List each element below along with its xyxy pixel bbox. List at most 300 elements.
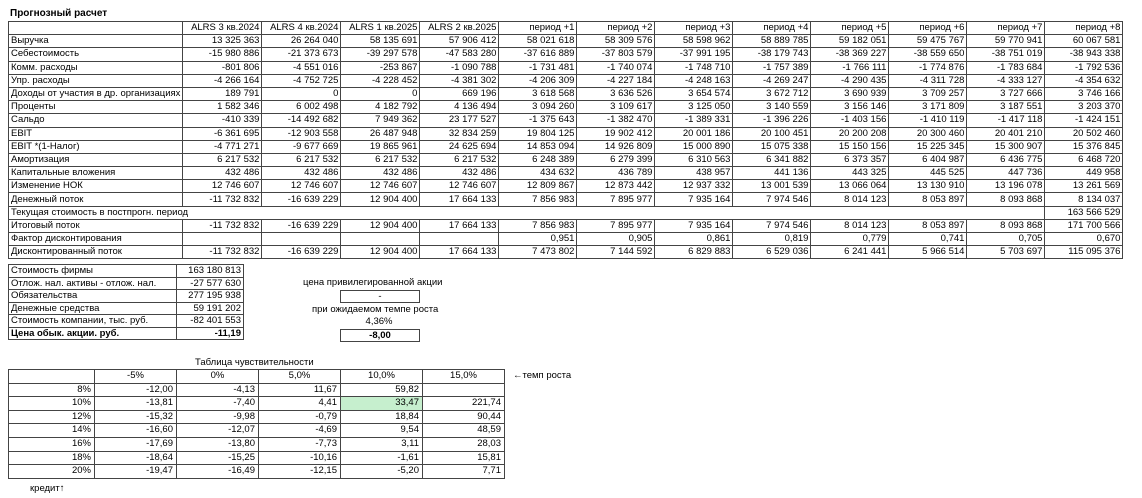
summary-value[interactable]: -82 401 553 (177, 315, 244, 328)
sensitivity-cell[interactable]: 4,41 (259, 397, 341, 411)
sensitivity-cell[interactable]: -9,98 (177, 410, 259, 424)
table-cell[interactable]: 58 021 618 (499, 35, 577, 48)
table-cell[interactable]: -4 551 016 (262, 61, 341, 74)
credit-rate-label[interactable]: 14% (9, 424, 95, 438)
growth-rate-header[interactable]: 10,0% (341, 370, 423, 384)
table-cell[interactable]: 59 475 767 (889, 35, 967, 48)
credit-rate-label[interactable]: 20% (9, 465, 95, 479)
table-cell[interactable]: 7 144 592 (577, 246, 655, 259)
summary-label[interactable]: Обязательства (9, 290, 177, 303)
table-cell[interactable]: 5 966 514 (889, 246, 967, 259)
table-cell[interactable]: 6 002 498 (262, 101, 341, 114)
sensitivity-cell[interactable]: -12,07 (177, 424, 259, 438)
credit-rate-label[interactable]: 18% (9, 451, 95, 465)
table-cell[interactable]: 23 177 527 (420, 114, 499, 127)
summary-label[interactable]: Денежные средства (9, 302, 177, 315)
row-label[interactable]: Амортизация (9, 153, 183, 166)
table-cell[interactable]: 19 804 125 (499, 127, 577, 140)
sensitivity-cell[interactable]: 221,74 (423, 397, 505, 411)
table-cell[interactable]: 15 300 907 (967, 140, 1045, 153)
row-label[interactable]: Дисконтированный поток (9, 246, 183, 259)
sensitivity-cell[interactable]: 9,54 (341, 424, 423, 438)
table-cell[interactable]: 7 856 983 (499, 219, 577, 232)
table-cell[interactable]: -1 748 710 (655, 61, 733, 74)
table-cell[interactable]: 20 100 451 (733, 127, 811, 140)
table-cell[interactable]: 6 373 357 (811, 153, 889, 166)
table-cell[interactable]: 8 093 868 (967, 193, 1045, 206)
table-cell[interactable]: 432 486 (262, 167, 341, 180)
table-cell[interactable]: -1 783 684 (967, 61, 1045, 74)
table-cell[interactable]: 0,779 (811, 233, 889, 246)
table-cell[interactable]: 12 746 607 (341, 180, 420, 193)
table-cell[interactable]: -4 290 435 (811, 74, 889, 87)
column-header[interactable]: ALRS 4 кв.2024 (262, 22, 341, 35)
table-cell[interactable]: 3 094 260 (499, 101, 577, 114)
sensitivity-cell[interactable]: 7,71 (423, 465, 505, 479)
sensitivity-cell[interactable]: 90,44 (423, 410, 505, 424)
column-header[interactable]: период +5 (811, 22, 889, 35)
table-cell[interactable]: 4 182 792 (341, 101, 420, 114)
sensitivity-cell[interactable]: -5,20 (341, 465, 423, 479)
summary-value[interactable]: 163 180 813 (177, 265, 244, 278)
table-cell[interactable]: 3 654 574 (655, 87, 733, 100)
sensitivity-cell[interactable]: 59,82 (341, 383, 423, 397)
table-cell[interactable]: 20 001 186 (655, 127, 733, 140)
row-label[interactable]: Денежный поток (9, 193, 183, 206)
table-cell[interactable]: -38 179 743 (733, 48, 811, 61)
table-cell[interactable] (341, 233, 420, 246)
summary-label[interactable]: Отлож. нал. активы - отлож. нал. (9, 277, 177, 290)
sensitivity-cell[interactable]: -16,60 (95, 424, 177, 438)
sensitivity-cell[interactable]: -7,40 (177, 397, 259, 411)
table-cell[interactable]: -47 583 280 (420, 48, 499, 61)
row-label[interactable]: Изменение НОК (9, 180, 183, 193)
table-cell[interactable]: 171 700 566 (1045, 219, 1123, 232)
sensitivity-cell[interactable]: -15,25 (177, 451, 259, 465)
sensitivity-cell[interactable]: 28,03 (423, 437, 505, 451)
summary-label[interactable]: Стоимость компании, тыс. руб. (9, 315, 177, 328)
table-cell[interactable]: 6 310 563 (655, 153, 733, 166)
table-cell[interactable]: 3 672 712 (733, 87, 811, 100)
row-label[interactable]: Комм. расходы (9, 61, 183, 74)
table-cell[interactable]: 6 436 775 (967, 153, 1045, 166)
sensitivity-cell[interactable]: -10,16 (259, 451, 341, 465)
table-cell[interactable]: -11 732 832 (183, 246, 262, 259)
summary-value[interactable]: 59 191 202 (177, 302, 244, 315)
growth-rate-header[interactable]: 0% (177, 370, 259, 384)
sensitivity-cell[interactable]: -4,13 (177, 383, 259, 397)
table-cell[interactable]: 7 473 802 (499, 246, 577, 259)
summary-value[interactable]: 277 195 938 (177, 290, 244, 303)
table-cell[interactable]: 7 935 164 (655, 193, 733, 206)
table-cell[interactable]: 3 187 551 (967, 101, 1045, 114)
table-cell[interactable]: 19 865 961 (341, 140, 420, 153)
table-cell[interactable]: 58 889 785 (733, 35, 811, 48)
table-cell[interactable]: 13 130 910 (889, 180, 967, 193)
table-cell[interactable]: 12 746 607 (262, 180, 341, 193)
sensitivity-table (8, 369, 505, 479)
table-cell[interactable]: 24 625 694 (420, 140, 499, 153)
table-cell[interactable]: 3 171 809 (889, 101, 967, 114)
sensitivity-cell[interactable]: -4,69 (259, 424, 341, 438)
table-cell[interactable]: 8 014 123 (811, 219, 889, 232)
table-cell[interactable]: 12 937 332 (655, 180, 733, 193)
table-cell[interactable]: 14 853 094 (499, 140, 577, 153)
table-cell[interactable]: -14 492 682 (262, 114, 341, 127)
table-cell[interactable]: -410 339 (183, 114, 262, 127)
sensitivity-title: Таблица чувствительности (195, 357, 314, 368)
table-cell[interactable]: 6 248 389 (499, 153, 577, 166)
table-cell[interactable]: 1 582 346 (183, 101, 262, 114)
table-cell[interactable]: 17 664 133 (420, 246, 499, 259)
table-cell[interactable]: 26 264 040 (262, 35, 341, 48)
summary-row (9, 327, 244, 340)
table-cell[interactable]: 60 067 581 (1045, 35, 1123, 48)
table-cell[interactable]: -39 297 578 (341, 48, 420, 61)
table-cell[interactable]: 447 736 (967, 167, 1045, 180)
column-header[interactable]: период +8 (1045, 22, 1123, 35)
table-cell[interactable]: 445 525 (889, 167, 967, 180)
table-cell[interactable]: 189 791 (183, 87, 262, 100)
table-cell[interactable]: 8 053 897 (889, 193, 967, 206)
table-cell[interactable]: -1 417 118 (967, 114, 1045, 127)
header-row (9, 22, 1123, 35)
table-cell[interactable]: 3 618 568 (499, 87, 577, 100)
table-cell[interactable] (183, 233, 262, 246)
table-cell[interactable]: -1 731 481 (499, 61, 577, 74)
table-cell[interactable]: 6 217 532 (341, 153, 420, 166)
table-cell[interactable]: 57 906 412 (420, 35, 499, 48)
row-label[interactable]: Выручка (9, 35, 183, 48)
table-cell[interactable]: -11 732 832 (183, 219, 262, 232)
table-cell[interactable]: 438 957 (655, 167, 733, 180)
table-cell[interactable]: 20 502 460 (1045, 127, 1123, 140)
table-cell[interactable]: 7 935 164 (655, 219, 733, 232)
table-cell[interactable]: -11 732 832 (183, 193, 262, 206)
table-cell[interactable]: 13 261 569 (1045, 180, 1123, 193)
table-cell[interactable]: -4 206 309 (499, 74, 577, 87)
table-cell[interactable]: 3 140 559 (733, 101, 811, 114)
table-cell[interactable]: 7 895 977 (577, 193, 655, 206)
table-cell[interactable]: 449 958 (1045, 167, 1123, 180)
sensitivity-cell[interactable]: -19,47 (95, 465, 177, 479)
table-cell[interactable]: 20 300 460 (889, 127, 967, 140)
summary-label[interactable]: Цена обык. акции. руб. (9, 327, 177, 340)
table-cell[interactable]: 5 703 697 (967, 246, 1045, 259)
table-cell[interactable]: 19 902 412 (577, 127, 655, 140)
summary-row (9, 265, 244, 278)
table-cell[interactable] (262, 233, 341, 246)
table-cell[interactable]: 59 182 051 (811, 35, 889, 48)
table-cell[interactable]: 58 598 962 (655, 35, 733, 48)
terminal-value-row (9, 206, 1123, 219)
table-cell[interactable]: 58 135 691 (341, 35, 420, 48)
table-cell[interactable]: 8 053 897 (889, 219, 967, 232)
table-cell[interactable]: 6 829 883 (655, 246, 733, 259)
table-cell[interactable]: 3 636 526 (577, 87, 655, 100)
table-cell[interactable]: 7 974 546 (733, 219, 811, 232)
sensitivity-cell[interactable]: -12,15 (259, 465, 341, 479)
growth-rate-header[interactable]: -5% (95, 370, 177, 384)
column-header[interactable]: ALRS 3 кв.2024 (183, 22, 262, 35)
table-cell[interactable]: 12 809 867 (499, 180, 577, 193)
table-cell[interactable]: 15 225 345 (889, 140, 967, 153)
table-row (9, 180, 1123, 193)
table-cell[interactable]: 3 709 257 (889, 87, 967, 100)
row-label[interactable]: Упр. расходы (9, 74, 183, 87)
table-cell[interactable]: 14 926 809 (577, 140, 655, 153)
table-cell[interactable]: -1 389 331 (655, 114, 733, 127)
row-label[interactable]: EBIT *(1-Налог) (9, 140, 183, 153)
sensitivity-cell[interactable]: -13,80 (177, 437, 259, 451)
highlighted-sensitivity-cell[interactable]: 33,47 (341, 397, 423, 411)
sensitivity-cell[interactable]: -17,69 (95, 437, 177, 451)
table-cell[interactable]: 7 974 546 (733, 193, 811, 206)
credit-rate-label[interactable]: 10% (9, 397, 95, 411)
table-cell[interactable]: 12 904 400 (341, 193, 420, 206)
table-cell[interactable]: -16 639 229 (262, 246, 341, 259)
table-cell[interactable]: -1 757 389 (733, 61, 811, 74)
table-cell[interactable]: 15 000 890 (655, 140, 733, 153)
table-cell[interactable]: -12 903 558 (262, 127, 341, 140)
table-cell[interactable]: -38 751 019 (967, 48, 1045, 61)
table-cell[interactable]: 7 856 983 (499, 193, 577, 206)
pref-share-value[interactable]: - (340, 290, 420, 303)
growth-rate-note: ←темп роста (513, 370, 572, 381)
table-cell[interactable]: 3 156 146 (811, 101, 889, 114)
table-cell[interactable]: -1 090 788 (420, 61, 499, 74)
sensitivity-cell[interactable]: 15,81 (423, 451, 505, 465)
terminal-value-cell[interactable]: 163 566 529 (1045, 206, 1123, 219)
table-cell[interactable]: 17 664 133 (420, 219, 499, 232)
sensitivity-cell[interactable]: -18,64 (95, 451, 177, 465)
table-cell[interactable]: -37 803 579 (577, 48, 655, 61)
table-cell[interactable]: 6 468 720 (1045, 153, 1123, 166)
sensitivity-cell[interactable]: -16,49 (177, 465, 259, 479)
column-header[interactable]: ALRS 2 кв.2025 (420, 22, 499, 35)
table-cell[interactable]: 0,819 (733, 233, 811, 246)
table-cell[interactable]: -6 361 695 (183, 127, 262, 140)
table-row (9, 61, 1123, 74)
table-cell[interactable]: 20 200 208 (811, 127, 889, 140)
table-cell[interactable]: 7 949 362 (341, 114, 420, 127)
table-cell[interactable]: 6 404 987 (889, 153, 967, 166)
sensitivity-cell[interactable]: -13,81 (95, 397, 177, 411)
table-cell[interactable]: -1 424 151 (1045, 114, 1123, 127)
table-cell[interactable]: -4 228 452 (341, 74, 420, 87)
table-cell[interactable]: 3 203 370 (1045, 101, 1123, 114)
table-cell[interactable]: -4 381 302 (420, 74, 499, 87)
growth-rate-header[interactable]: 5,0% (259, 370, 341, 384)
column-header[interactable]: ALRS 1 кв.2025 (341, 22, 420, 35)
table-row (9, 219, 1123, 232)
table-cell[interactable]: 436 789 (577, 167, 655, 180)
pref-share-price[interactable]: -8,00 (340, 329, 420, 342)
credit-rate-label[interactable]: 12% (9, 410, 95, 424)
table-cell[interactable]: 12 904 400 (341, 219, 420, 232)
table-cell[interactable]: -1 766 111 (811, 61, 889, 74)
table-cell[interactable]: 432 486 (341, 167, 420, 180)
sensitivity-cell[interactable]: 48,59 (423, 424, 505, 438)
table-cell[interactable]: 432 486 (183, 167, 262, 180)
sensitivity-cell[interactable]: -0,79 (259, 410, 341, 424)
table-cell[interactable]: -16 639 229 (262, 193, 341, 206)
table-cell[interactable]: -1 774 876 (889, 61, 967, 74)
table-cell[interactable]: 6 341 882 (733, 153, 811, 166)
table-cell[interactable]: 13 001 539 (733, 180, 811, 193)
sensitivity-row (9, 383, 505, 397)
table-cell[interactable]: 434 632 (499, 167, 577, 180)
table-cell[interactable]: 0,861 (655, 233, 733, 246)
table-cell[interactable]: 17 664 133 (420, 193, 499, 206)
table-cell[interactable]: -1 396 226 (733, 114, 811, 127)
table-cell[interactable]: -38 943 338 (1045, 48, 1123, 61)
table-cell[interactable]: 4 136 494 (420, 101, 499, 114)
sensitivity-cell[interactable]: -7,73 (259, 437, 341, 451)
table-cell[interactable]: 7 895 977 (577, 219, 655, 232)
table-cell[interactable]: 8 134 037 (1045, 193, 1123, 206)
table-cell[interactable]: 0 (341, 87, 420, 100)
table-cell[interactable]: 6 217 532 (420, 153, 499, 166)
table-cell[interactable]: -37 991 195 (655, 48, 733, 61)
table-cell[interactable]: 6 241 441 (811, 246, 889, 259)
table-cell[interactable]: 58 309 576 (577, 35, 655, 48)
table-row (9, 74, 1123, 87)
table-cell[interactable]: 12 904 400 (341, 246, 420, 259)
table-cell[interactable]: 0,705 (967, 233, 1045, 246)
table-cell[interactable]: 443 325 (811, 167, 889, 180)
row-label[interactable]: Доходы от участия в др. организациях (9, 87, 183, 100)
sensitivity-cell[interactable]: 11,67 (259, 383, 341, 397)
table-cell[interactable]: -4 771 271 (183, 140, 262, 153)
table-cell[interactable]: -38 369 227 (811, 48, 889, 61)
summary-label[interactable]: Стоимость фирмы (9, 265, 177, 278)
table-cell[interactable]: 432 486 (420, 167, 499, 180)
sensitivity-cell[interactable]: -12,00 (95, 383, 177, 397)
table-cell[interactable]: 6 217 532 (183, 153, 262, 166)
table-cell[interactable]: -4 354 632 (1045, 74, 1123, 87)
table-cell[interactable]: -1 410 119 (889, 114, 967, 127)
row-label[interactable]: Текущая стоимость в постпрогн. период (9, 206, 1045, 219)
sensitivity-cell[interactable]: -15,32 (95, 410, 177, 424)
table-cell[interactable]: 59 770 941 (967, 35, 1045, 48)
table-row (9, 246, 1123, 259)
table-cell[interactable]: -1 740 074 (577, 61, 655, 74)
table-cell[interactable]: -38 559 650 (889, 48, 967, 61)
sensitivity-header-row (9, 370, 505, 384)
table-cell[interactable]: -16 639 229 (262, 219, 341, 232)
table-cell[interactable]: 0,905 (577, 233, 655, 246)
table-cell[interactable]: -4 752 725 (262, 74, 341, 87)
table-cell[interactable]: 441 136 (733, 167, 811, 180)
column-header[interactable]: период +2 (577, 22, 655, 35)
table-cell[interactable]: 12 873 442 (577, 180, 655, 193)
table-cell[interactable]: 15 075 338 (733, 140, 811, 153)
row-label[interactable]: Себестоимость (9, 48, 183, 61)
table-cell[interactable]: -21 373 673 (262, 48, 341, 61)
sensitivity-cell[interactable]: 18,84 (341, 410, 423, 424)
table-cell[interactable]: 0,670 (1045, 233, 1123, 246)
sheet-title: Прогнозный расчет (10, 8, 108, 19)
table-cell[interactable]: -801 806 (183, 61, 262, 74)
sensitivity-cell[interactable] (423, 383, 505, 397)
credit-rate-label[interactable]: 8% (9, 383, 95, 397)
table-cell[interactable]: -1 792 536 (1045, 61, 1123, 74)
table-cell[interactable]: 6 279 399 (577, 153, 655, 166)
table-cell[interactable]: 6 529 036 (733, 246, 811, 259)
row-label[interactable]: Сальдо (9, 114, 183, 127)
table-cell[interactable]: 3 727 666 (967, 87, 1045, 100)
column-header[interactable]: период +3 (655, 22, 733, 35)
table-cell[interactable]: 6 217 532 (262, 153, 341, 166)
table-cell[interactable]: 26 487 948 (341, 127, 420, 140)
table-cell[interactable]: -4 333 127 (967, 74, 1045, 87)
row-label[interactable]: Проценты (9, 101, 183, 114)
column-header[interactable]: период +7 (967, 22, 1045, 35)
table-cell[interactable]: -9 677 669 (262, 140, 341, 153)
table-cell[interactable]: 3 125 050 (655, 101, 733, 114)
table-cell[interactable]: -4 227 184 (577, 74, 655, 87)
table-cell[interactable]: 3 690 939 (811, 87, 889, 100)
growth-rate-header[interactable]: 15,0% (423, 370, 505, 384)
table-cell[interactable]: -15 980 886 (183, 48, 262, 61)
table-cell[interactable]: 3 746 166 (1045, 87, 1123, 100)
row-label[interactable]: Фактор дисконтирования (9, 233, 183, 246)
table-cell[interactable]: -4 266 164 (183, 74, 262, 87)
credit-rate-label[interactable]: 16% (9, 437, 95, 451)
table-cell[interactable]: 0,741 (889, 233, 967, 246)
table-cell[interactable]: 13 196 078 (967, 180, 1045, 193)
table-cell[interactable]: -4 269 247 (733, 74, 811, 87)
summary-row (9, 315, 244, 328)
table-cell[interactable]: 12 746 607 (420, 180, 499, 193)
table-cell[interactable]: 12 746 607 (183, 180, 262, 193)
column-header[interactable]: период +4 (733, 22, 811, 35)
corner-cell (9, 22, 183, 35)
table-cell[interactable]: 13 066 064 (811, 180, 889, 193)
table-cell[interactable]: 20 401 210 (967, 127, 1045, 140)
row-label[interactable]: Итоговый поток (9, 219, 183, 232)
table-cell[interactable]: 669 196 (420, 87, 499, 100)
table-cell[interactable]: 15 150 156 (811, 140, 889, 153)
table-cell[interactable]: 8 093 868 (967, 219, 1045, 232)
column-header[interactable]: период +6 (889, 22, 967, 35)
column-header[interactable]: период +1 (499, 22, 577, 35)
table-cell[interactable]: 15 376 845 (1045, 140, 1123, 153)
table-cell[interactable]: -4 248 163 (655, 74, 733, 87)
table-cell[interactable]: 115 095 376 (1045, 246, 1123, 259)
table-cell[interactable] (420, 233, 499, 246)
table-cell[interactable]: -1 375 643 (499, 114, 577, 127)
row-label[interactable]: Капитальные вложения (9, 167, 183, 180)
table-cell[interactable]: -253 867 (341, 61, 420, 74)
table-cell[interactable]: -37 616 889 (499, 48, 577, 61)
table-cell[interactable]: 0 (262, 87, 341, 100)
sensitivity-cell[interactable]: -1,61 (341, 451, 423, 465)
table-cell[interactable]: 13 325 363 (183, 35, 262, 48)
table-cell[interactable]: 8 014 123 (811, 193, 889, 206)
table-cell[interactable]: -1 382 470 (577, 114, 655, 127)
row-label[interactable]: EBIT (9, 127, 183, 140)
summary-value[interactable]: -27 577 630 (177, 277, 244, 290)
table-cell[interactable]: 32 834 259 (420, 127, 499, 140)
table-cell[interactable]: 0,951 (499, 233, 577, 246)
table-cell[interactable]: 3 109 617 (577, 101, 655, 114)
table-cell[interactable]: -4 311 728 (889, 74, 967, 87)
table-cell[interactable]: -1 403 156 (811, 114, 889, 127)
sensitivity-cell[interactable]: 3,11 (341, 437, 423, 451)
summary-value[interactable]: -11,19 (177, 327, 244, 340)
